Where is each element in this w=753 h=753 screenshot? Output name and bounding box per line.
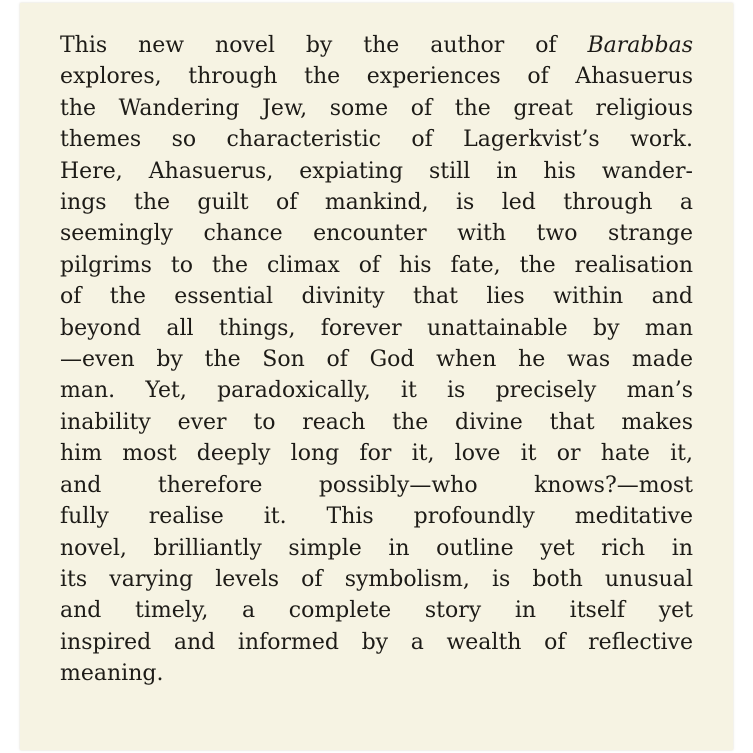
blurb-line: novel, brilliantly simple in outline yet rich in [60,535,693,561]
book-title-barabbas: Barabbas [587,33,693,58]
blurb-line: —even by the Son of God when he was made [60,347,693,373]
blurb-line: seemingly chance encounter with two strange [60,221,693,247]
blurb-line: fully realise it. This profoundly meditative [60,504,693,530]
blurb-line: and timely, a complete story in itself yet [60,598,693,624]
book-blurb [60,30,693,690]
blurb-line: inability ever to reach the divine that makes [60,409,693,435]
blurb-line: beyond all things, forever unattainable by man [60,315,693,341]
blurb-line-text: This new novel by the author of [60,33,588,58]
blurb-line: themes so characteristic of Lagerkvist’s work. [60,127,693,153]
blurb-line: and therefore possibly—who knows?—most [60,472,693,498]
blurb-line [60,30,693,61]
blurb-line: man. Yet, paradoxically, it is precisely man’s [60,378,693,404]
scanned-page [20,3,733,750]
blurb-line: Here, Ahasuerus, expiating still in his wander- [60,158,693,184]
blurb-line: of the essential divinity that lies within and [60,284,693,310]
blurb-line: pilgrims to the climax of his fate, the realisation [60,252,693,278]
blurb-line: explores, through the experiences of Ahasuerus [60,64,693,90]
blurb-line: him most deeply long for it, love it or hate it, [60,441,693,467]
blurb-line: the Wandering Jew, some of the great religious [60,95,693,121]
blurb-line: inspired and informed by a wealth of reflective [60,629,693,655]
blurb-line: meaning. [60,661,164,687]
blurb-line: ings the guilt of mankind, is led through a [60,190,693,216]
blurb-line: its varying levels of symbolism, is both unusual [60,566,693,592]
